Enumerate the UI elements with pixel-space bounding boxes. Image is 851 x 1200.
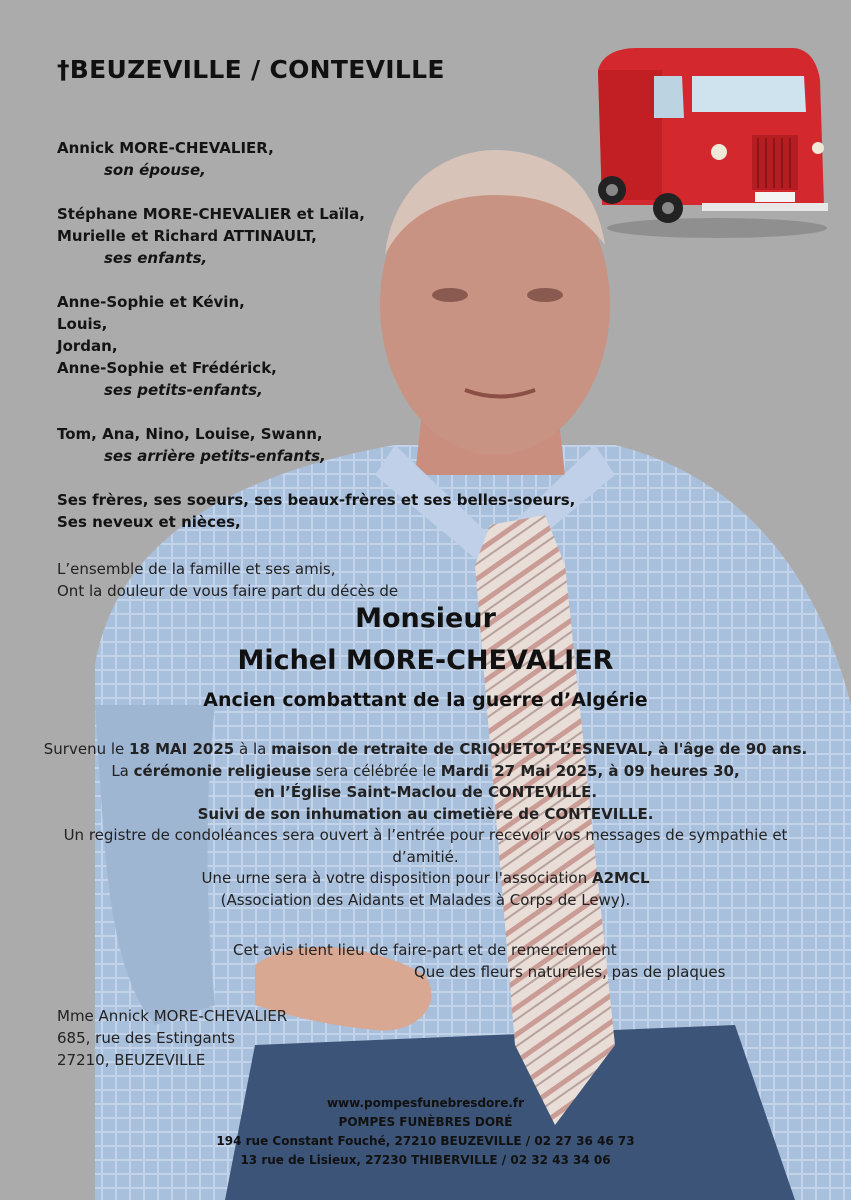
grandchildren-line-3: Jordan,	[57, 337, 118, 355]
footer-company: POMPES FUNÈBRES DORÉ	[338, 1115, 513, 1129]
contact-address	[57, 1005, 287, 1071]
family-list	[57, 137, 575, 533]
contact-city: 27210, BEUZEVILLE	[57, 1051, 206, 1069]
children-line-1: Stéphane MORE-CHEVALIER et Laïla,	[57, 205, 365, 223]
detail-line-death: Survenu le 18 MAI 2025 à la maison de retraite de CRIQUETOT-L’ESNEVAL, à l'âge de 90 ans.	[43, 740, 808, 758]
funeral-details	[0, 739, 851, 911]
detail-line-association: (Association des Aidants et Malades à Corps de Lewy).	[220, 890, 631, 909]
siblings-line-1: Ses frères, ses soeurs, ses beaux-frères et ses belles-soeurs,	[57, 491, 576, 509]
footer-address-2: 13 rue de Lisieux, 27230 THIBERVILLE / 02 32 43 34 06	[240, 1153, 611, 1167]
great-grandchildren-line: Tom, Ana, Nino, Louise, Swann,	[57, 425, 323, 443]
page-title: †BEUZEVILLE / CONTEVILLE	[57, 55, 445, 84]
detail-line-registry: Un registre de condoléances sera ouvert à l’entrée pour recevoir vos messages de sympathie et	[63, 826, 788, 844]
grandchildren-role: ses petits-enfants,	[104, 381, 263, 399]
spouse-name: Annick MORE-CHEVALIER,	[57, 139, 274, 157]
spouse-role: son épouse,	[104, 161, 206, 179]
notice-line-2: Que des fleurs naturelles, pas de plaques	[414, 963, 726, 981]
intro-line-2: Ont la douleur de vous faire part du décès de	[57, 582, 399, 600]
deceased-subtitle: Ancien combattant de la guerre d’Algérie	[203, 689, 648, 711]
children-role: ses enfants,	[104, 249, 208, 267]
detail-line-registry-2: d’amitié.	[392, 847, 459, 866]
intro-text	[57, 558, 398, 602]
great-grandchildren-role: ses arrière petits-enfants,	[104, 447, 326, 465]
deceased-name: Michel MORE-CHEVALIER	[237, 645, 614, 676]
siblings-line-2: Ses neveux et nièces,	[57, 513, 241, 531]
detail-line-urn: Une urne sera à votre disposition pour l'association A2MCL	[201, 869, 650, 887]
footer	[0, 1094, 851, 1170]
detail-line-church: en l’Église Saint-Maclou de CONTEVILLE.	[253, 783, 598, 801]
grandchildren-line-1: Anne-Sophie et Kévin,	[57, 293, 245, 311]
detail-line-burial: Suivi de son inhumation au cimetière de CONTEVILLE.	[197, 804, 654, 823]
children-line-2: Murielle et Richard ATTINAULT,	[57, 227, 317, 245]
notice-line-1: Cet avis tient lieu de faire-part et de remerciement	[233, 941, 617, 959]
contact-name: Mme Annick MORE-CHEVALIER	[57, 1007, 288, 1025]
honorific: Monsieur	[355, 603, 496, 634]
footer-address-1: 194 rue Constant Fouché, 27210 BEUZEVILLE / 02 27 36 46 73	[216, 1134, 635, 1148]
grandchildren-line-4: Anne-Sophie et Frédérick,	[57, 359, 277, 377]
detail-line-ceremony: La cérémonie religieuse sera célébrée le Mardi 27 Mai 2025, à 09 heures 30,	[111, 761, 740, 780]
red-van-image	[592, 40, 832, 240]
footer-website[interactable]: www.pompesfunebresdore.fr	[326, 1096, 525, 1110]
intro-line-1: L’ensemble de la famille et ses amis,	[57, 560, 336, 578]
contact-street: 685, rue des Estingants	[57, 1029, 235, 1047]
grandchildren-line-2: Louis,	[57, 315, 108, 333]
